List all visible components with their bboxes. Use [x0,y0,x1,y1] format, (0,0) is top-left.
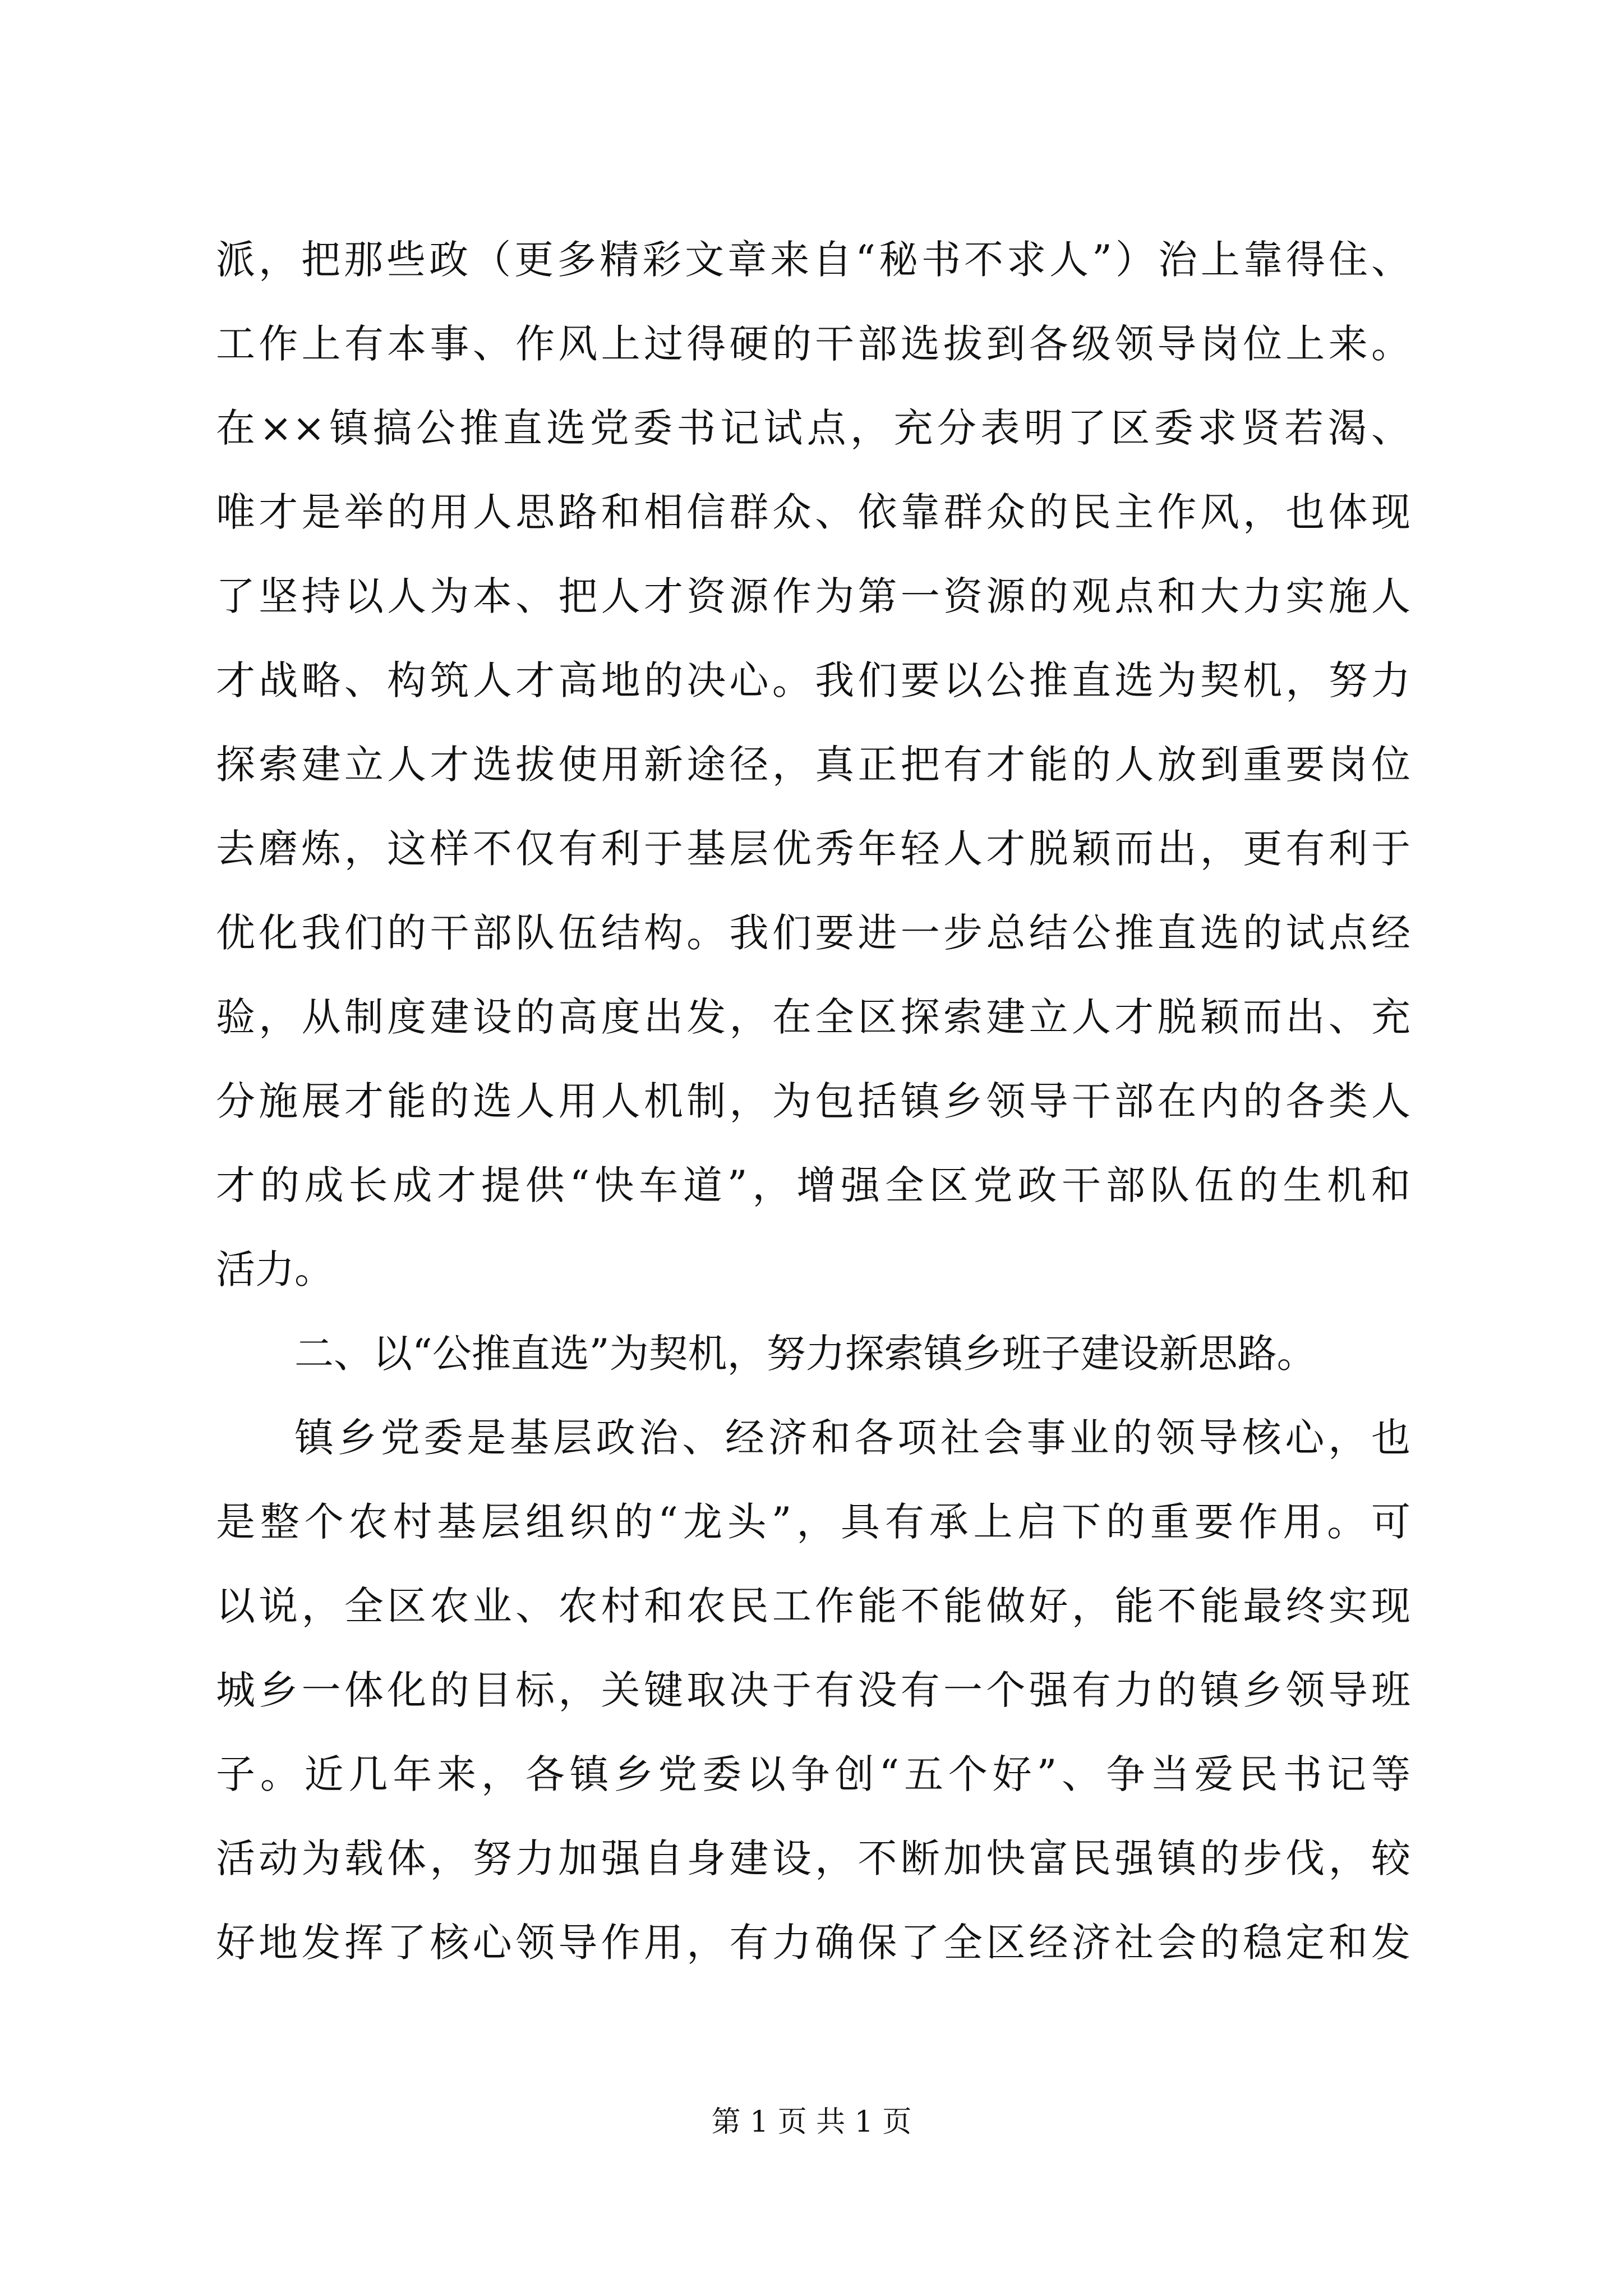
body-line: 分施展才能的选人用人机制，为包括镇乡领导干部在内的各类人 [216,1078,1410,1124]
body-line: 才的成长成才提供“快车道”，增强全区党政干部队伍的生机和 [216,1162,1410,1208]
page-footer [0,2102,1623,2142]
body-line: 派，把那些政（更多精彩文章来自“秘书不求人”）治上靠得住、 [216,237,1410,283]
body-line: 去磨炼，这样不仅有利于基层优秀年轻人才脱颖而出，更有利于 [216,826,1410,872]
body-line: 活力。 [216,1246,334,1292]
page-number-label: 第 1 页 共 1 页 [711,2105,912,2139]
body-line: 在××镇搞公推直选党委书记试点，充分表明了区委求贤若渴、 [216,405,1410,451]
body-line: 才战略、构筑人才高地的决心。我们要以公推直选为契机，努力 [216,657,1410,703]
body-line: 优化我们的干部队伍结构。我们要进一步总结公推直选的试点经 [216,910,1410,956]
body-line: 探索建立人才选拔使用新途径，真正把有才能的人放到重要岗位 [216,742,1410,788]
body-line: 子。近几年来，各镇乡党委以争创“五个好”、争当爱民书记等 [216,1751,1410,1797]
body-line: 活动为载体，努力加强自身建设，不断加快富民强镇的步伐，较 [216,1835,1410,1881]
body-line: 镇乡党委是基层政治、经济和各项社会事业的领导核心，也 [294,1415,1410,1461]
body-line: 工作上有本事、作风上过得硬的干部选拔到各级领导岗位上来。 [216,321,1410,367]
document-body [216,218,1410,1985]
body-line: 是整个农村基层组织的“龙头”，具有承上启下的重要作用。可 [216,1499,1410,1545]
section-heading: 二、以“公推直选”为契机，努力探索镇乡班子建设新思路。 [294,1331,1316,1377]
body-line: 城乡一体化的目标，关键取决于有没有一个强有力的镇乡领导班 [216,1667,1410,1713]
body-line: 验，从制度建设的高度出发，在全区探索建立人才脱颖而出、充 [216,994,1410,1040]
body-line: 好地发挥了核心领导作用，有力确保了全区经济社会的稳定和发 [216,1920,1410,1966]
body-line: 唯才是举的用人思路和相信群众、依靠群众的民主作风，也体现 [216,489,1410,535]
body-line: 以说，全区农业、农村和农民工作能不能做好，能不能最终实现 [216,1583,1410,1629]
body-line: 了坚持以人为本、把人才资源作为第一资源的观点和大力实施人 [216,573,1410,619]
